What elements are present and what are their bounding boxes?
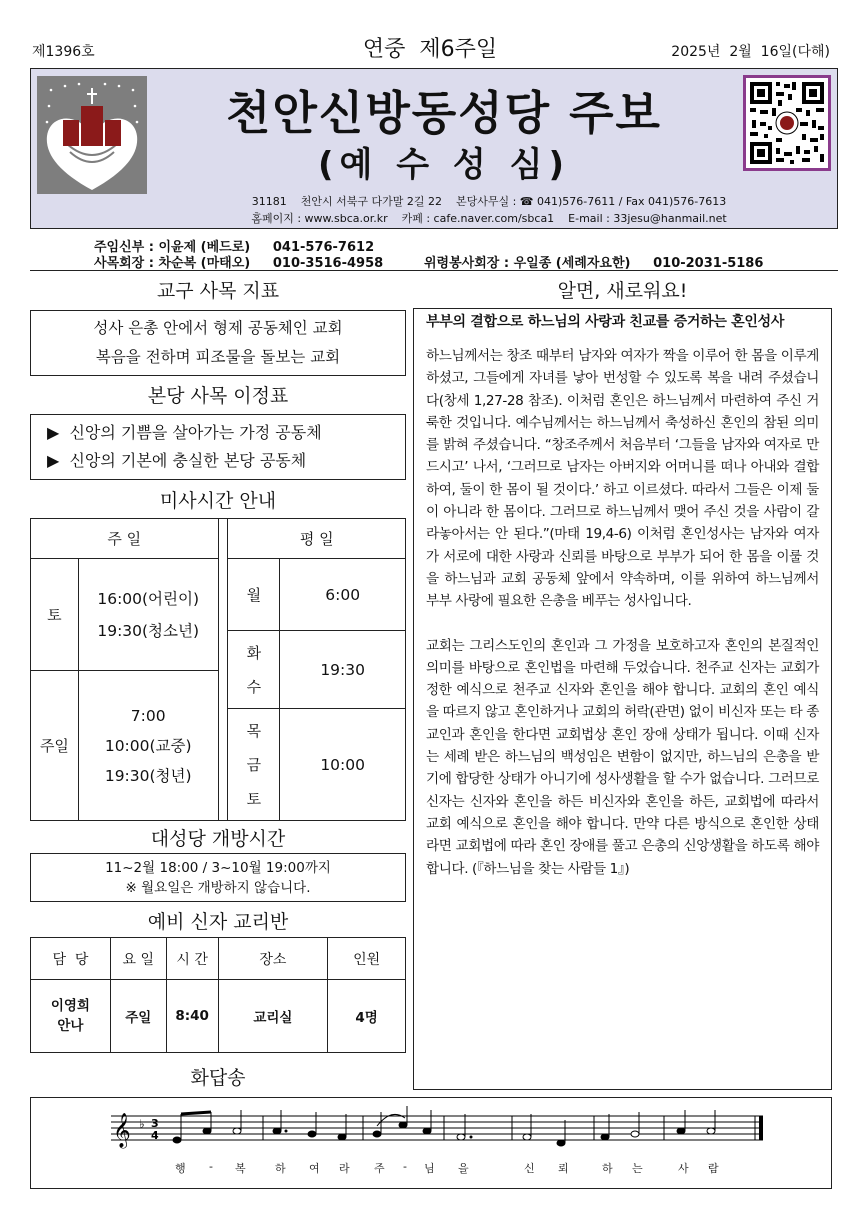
article-paragraph: 하느님께서는 창조 때부터 남자와 여자가 짝을 이루어 한 몸을 이루게 하셨고, 그들에게 자녀를 낳아 번성할 수 있도록 복을 내려 주셨습니다(창세 1,27-28 참조). 이처럼 혼인은 하느님께서 마련하여 주신 거룩한 것입니다. 예수님께서는 하느님께서 축성하신 혼인의 참된 의미를 밝혀 주셨습니다. “창조주께서 처음부터 ‘그들을 남자와 여자로 만드시고’ 나서, ‘그러므로 남자는 아버지와 어머니를 떠나 아내와 결합하여, 둘이 한 몸이 될 것이다.’ 하고 이르셨다. 따라서 그들은 이제 둘이 아니라 한 몸이다. 그러므로 하느님께서 맺어 주신 것을 사람이 갈라놓아서는 안 된다.”(마태 19,4-6) 이처럼 혼인성사는 남자와 여자가 서로에 대한 사랑과 신뢰를 바탕으로 부부가 되어 한 몸을 이룰 것을 하느님과 교회 공동체 앞에서 약속하며, 이를 위하여 하느님께서 부부 사랑에 필요한 은총을 베푸는 성사입니다. [426, 348, 819, 610]
article-heading: 알면, 새로워요! [557, 280, 688, 302]
catechism-header: 인원 [328, 938, 406, 980]
parish-address: 31181 천안시 서북구 다가말 2길 22 본당사무실 : ☎ 041)576-7611 / Fax 041)576-7613 [251, 195, 727, 208]
sunday-times [78, 671, 218, 821]
lyric-syllable: - [209, 1160, 213, 1173]
day-label: 목 [246, 721, 262, 740]
tue-wed-label [228, 631, 280, 709]
lyric-syllable: 뢰 [558, 1162, 569, 1175]
lyric-syllable: 하 [602, 1162, 613, 1175]
monday-label: 월 [228, 559, 280, 631]
treble-clef-icon: 𝄞 [113, 1113, 131, 1148]
lyric-syllable: 님 [424, 1162, 435, 1175]
thu-fri-sat-label [228, 709, 280, 821]
pastoral-item: ▶ 신앙의 기쁨을 살아가는 가정 공동체 [47, 423, 322, 442]
mass-schedule-table [30, 518, 406, 821]
day-label: 수 [246, 677, 262, 696]
mission-line: 성사 은총 안에서 형제 공동체인 교회 [93, 319, 343, 337]
monday-time: 6:00 [280, 559, 406, 631]
lyric-syllable: 여 [309, 1162, 320, 1175]
open-line: 11~2월 18:00 / 3~10월 19:00까지 [105, 860, 331, 876]
mass-time: 19:30(청소년) [97, 621, 200, 640]
sunday-label: 주일 [31, 671, 79, 821]
lyric-syllable: 는 [632, 1162, 643, 1175]
mission-line: 복음을 전하며 피조물을 돌보는 교회 [95, 348, 341, 366]
lyric-syllable: 사 [678, 1162, 689, 1175]
issue-date: 2025년 2월 16일(다해) [671, 44, 830, 60]
issue-line [30, 32, 830, 62]
diocese-mission-box [30, 310, 406, 376]
saturday-times [78, 559, 218, 671]
funeral-service-contact: 위령봉사회장 : 우일종 (세례자요한) 010-2031-5186 [424, 256, 764, 271]
day-label: 토 [246, 789, 262, 808]
parish-web-info: 홈페이지 : www.sbca.or.kr 카페 : cafe.naver.com/sbca1 E-mail : 33jesu@hanmail.net [251, 212, 727, 225]
pastoral-item: ▶ 신앙의 기본에 충실한 본당 공동체 [47, 451, 307, 470]
lyric-syllable: 행 [175, 1162, 186, 1175]
heart-church-icon [37, 76, 147, 194]
pastoral-title: 본당 사목 이정표 [147, 385, 289, 407]
parish-title: 천안신방동성당 주보 [226, 86, 662, 140]
lyric-syllable: 신 [524, 1162, 535, 1175]
article-box [413, 308, 832, 1090]
weekday-header: 평 일 [228, 519, 406, 559]
parish-logo [37, 76, 147, 194]
day-label: 화 [246, 643, 262, 662]
catechism-table [30, 937, 406, 1053]
mass-time: 7:00 [130, 706, 166, 725]
catechism-header: 요 일 [110, 938, 166, 980]
thu-fri-sat-time: 10:00 [280, 709, 406, 821]
catechism-cell: 교리실 [218, 980, 328, 1053]
tue-wed-time: 19:30 [280, 631, 406, 709]
church-open-box [30, 853, 406, 902]
parish-subtitle: (예 수 성 심) [318, 145, 570, 185]
article-paragraph: 교회는 그리스도인의 혼인과 그 가정을 보호하고자 혼인의 본질적인 의미를 바탕으로 혼인법을 마련해 두었습니다. 천주교 신자는 교회가 정한 예식으로 천주교 신자와 혼인을 해야 합니다. 교회의 혼인 예식을 따르지 않고 혼인하거나 교회의 허락(관면) 없이 비신자 또는 타 종교인과 혼인을 한다면 교회법상 혼인 장애 상태가 됩니다. 이때 신자는 세례 받은 하느님의 백성임은 변함이 없지만, 하느님의 은총을 받기에 합당한 상태가 아니기에 성사생활을 할 수가 없습니다. 그러므로 신자는 신자와 혼인을 하든 비신자와 혼인을 하든, 교회법에 따라서 교회 예식으로 혼인을 해야 합니다. 만약 다른 방식으로 혼인한 상태라면 교회법에 따라 혼인 장애를 풀고 은총의 신앙생활을 하도록 해야 합니다. (『하느님을 찾는 사람들 1』) [426, 637, 819, 877]
responsorial-psalm-title: 화답송 [190, 1067, 246, 1089]
music-staff [31, 1098, 831, 1158]
day-label: 금 [246, 755, 262, 774]
sunday-header: 주 일 [31, 519, 219, 559]
catechism-cell: 4명 [328, 980, 406, 1053]
qr-code-icon[interactable] [743, 75, 831, 171]
svg-text:♭: ♭ [139, 1117, 145, 1131]
issue-number: 제1396호 [32, 44, 95, 60]
lyric-syllable: 복 [235, 1162, 246, 1175]
catechism-cell: 이영희 안나 [31, 980, 111, 1053]
lyric-syllable: 주 [374, 1162, 385, 1175]
divider [30, 270, 838, 271]
article-title: 부부의 결합으로 하느님의 사랑과 친교를 증거하는 혼인성사 [426, 314, 785, 330]
column-gap [218, 519, 228, 821]
catechism-header: 담 당 [31, 938, 111, 980]
lyric-syllable: 람 [708, 1162, 719, 1175]
catechism-header: 장소 [218, 938, 328, 980]
catechism-cell: 주일 [110, 980, 166, 1053]
time-signature-top: 3 [151, 1117, 159, 1130]
mass-time: 16:00(어린이) [97, 589, 200, 608]
masthead [30, 68, 838, 229]
mass-times-title: 미사시간 안내 [159, 490, 277, 512]
pastor-contact: 주임신부 : 이윤제 (베드로) 041-576-7612 [94, 240, 375, 255]
church-open-title: 대성당 개방시간 [150, 828, 286, 850]
diocese-mission-title: 교구 사목 지표 [156, 280, 280, 302]
responsorial-psalm-score [30, 1097, 832, 1189]
lyric-syllable: - [403, 1160, 407, 1173]
time-signature-bottom: 4 [151, 1129, 159, 1142]
saturday-label: 토 [31, 559, 79, 671]
liturgical-week: 연중 제6주일 [362, 37, 498, 62]
lyric-syllable: 을 [458, 1162, 469, 1175]
catechism-cell: 8:40 [166, 980, 218, 1053]
council-president-contact: 사목회장 : 차순복 (마태오) 010-3516-4958 [94, 256, 384, 271]
pastoral-box [30, 414, 406, 480]
mass-time: 19:30(청년) [104, 766, 192, 785]
mass-time: 10:00(교중) [104, 736, 192, 755]
catechism-title: 예비 신자 교리반 [147, 911, 289, 933]
lyric-syllable: 하 [275, 1162, 286, 1175]
open-line: ※ 월요일은 개방하지 않습니다. [125, 880, 311, 896]
catechism-header: 시 간 [166, 938, 218, 980]
lyric-syllable: 라 [339, 1162, 350, 1175]
